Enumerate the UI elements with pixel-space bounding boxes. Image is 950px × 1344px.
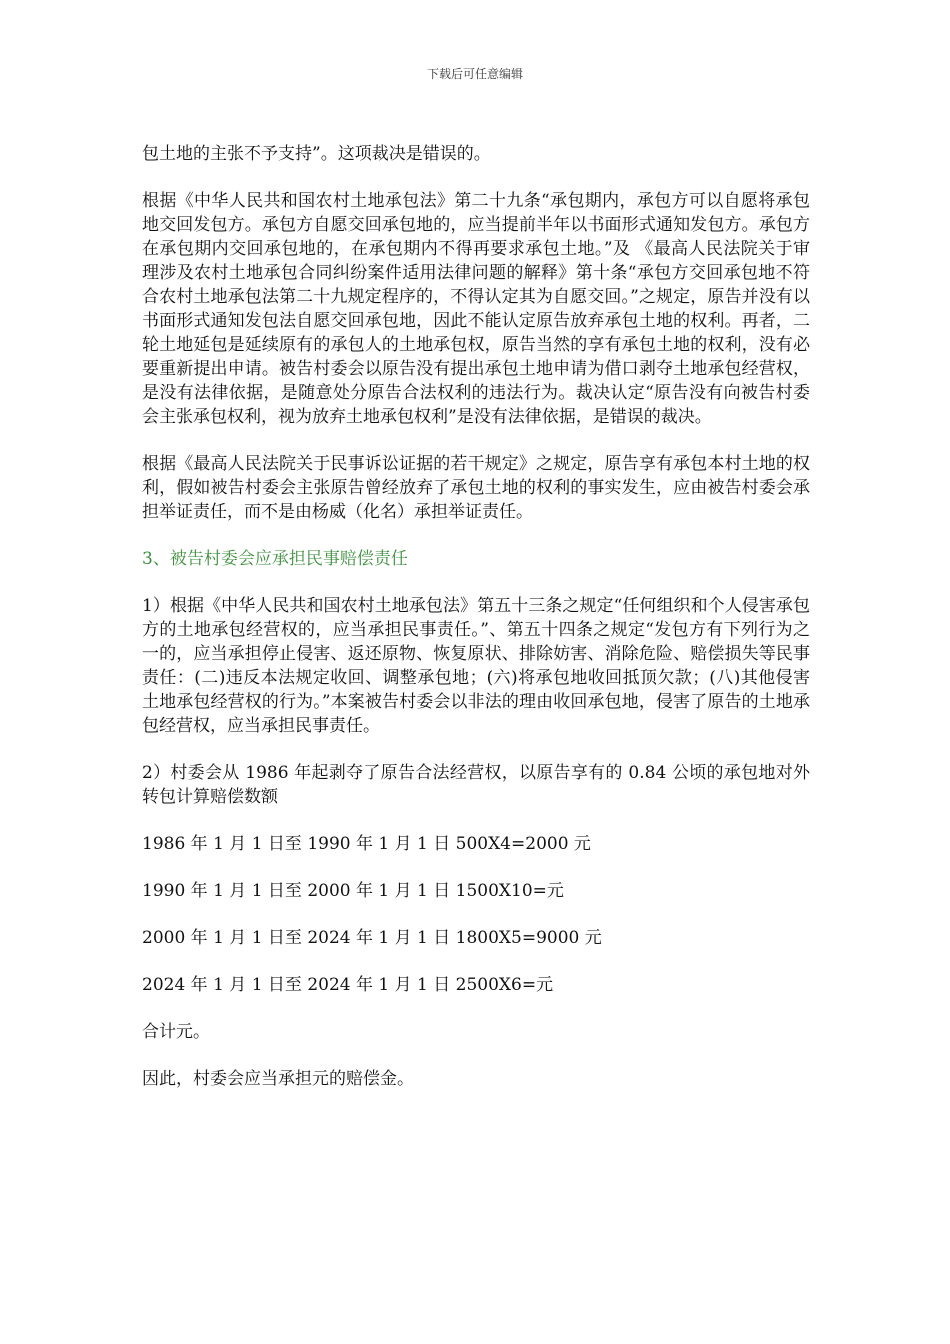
section-heading-3: 3、被告村委会应承担民事赔偿责任 xyxy=(142,549,408,569)
paragraph-1: 包土地的主张不予支持”。这项裁决是错误的。 xyxy=(142,144,491,164)
paragraph-2: 根据《中华人民共和国农村土地承包法》第二十九条“承包期内，承包方可以自愿将承包地交回发包方。承包方自愿交回承包地的，应当提前半年以书面形式通知发包方。承包方在承包期内交回承包地的，在承包期内不得再要求承包土地。”及 《最高人民法院关于审理涉及农村土地承包合同纠纷案件适用法律问题的解释》第十条“承包方交回承包地不符合农村土地承包法第二十九规定程序的，不得认定其为自愿交回。”之规定，原告并没有以书面形式通知发包法自愿交回承包地，因此不能认定原告放弃承包土地的权利。再者，二轮土地延包是延续原有的承包人的土地承包权，原告当然的享有承包土地的权利，没有必要重新提出申请。被告村委会以原告没有提出承包土地申请为借口剥夺土地承包经营权，是没有法律依据，是随意处分原告合法权利的违法行为。裁决认定“原告没有向被告村委会主张承包权利，视为放弃土地承包权利”是没有法律依据，是错误的裁决。 xyxy=(142,191,810,427)
total-line: 合计元。 xyxy=(142,1022,210,1042)
document-body xyxy=(142,142,810,1114)
calc-line-3: 2000 年 1 月 1 日至 2024 年 1 月 1 日 1800X5=9000 元 xyxy=(142,928,602,948)
calc-line-1: 1986 年 1 月 1 日至 1990 年 1 月 1 日 500X4=2000 元 xyxy=(142,834,591,854)
conclusion-line: 因此，村委会应当承担元的赔偿金。 xyxy=(142,1069,414,1089)
calc-line-2: 1990 年 1 月 1 日至 2000 年 1 月 1 日 1500X10=元 xyxy=(142,881,564,901)
calc-line-4: 2024 年 1 月 1 日至 2024 年 1 月 1 日 2500X6=元 xyxy=(142,975,554,995)
page-header: 下载后可任意编辑 xyxy=(426,67,523,81)
paragraph-5: 2）村委会从 1986 年起剥夺了原告合法经营权，以原告享有的 0.84 公顷的承包地对外转包计算赔偿数额 xyxy=(142,763,810,807)
paragraph-3: 根据《最高人民法院关于民事诉讼证据的若干规定》之规定，原告享有承包本村土地的权利，假如被告村委会主张原告曾经放弃了承包土地的权利的事实发生，应由被告村委会承担举证责任，而不是由杨威（化名）承担举证责任。 xyxy=(142,454,810,522)
paragraph-4: 1）根据《中华人民共和国农村土地承包法》第五十三条之规定“任何组织和个人侵害承包方的土地承包经营权的，应当承担民事责任。”、第五十四条之规定“发包方有下列行为之一的，应当承担停止侵害、返还原物、恢复原状、排除妨害、消除危险、赔偿损失等民事责任：(二)违反本法规定收回、调整承包地；(六)将承包地收回抵顶欠款；(八)其他侵害土地承包经营权的行为。”本案被告村委会以非法的理由收回承包地，侵害了原告的土地承包经营权，应当承担民事责任。 xyxy=(142,596,810,736)
